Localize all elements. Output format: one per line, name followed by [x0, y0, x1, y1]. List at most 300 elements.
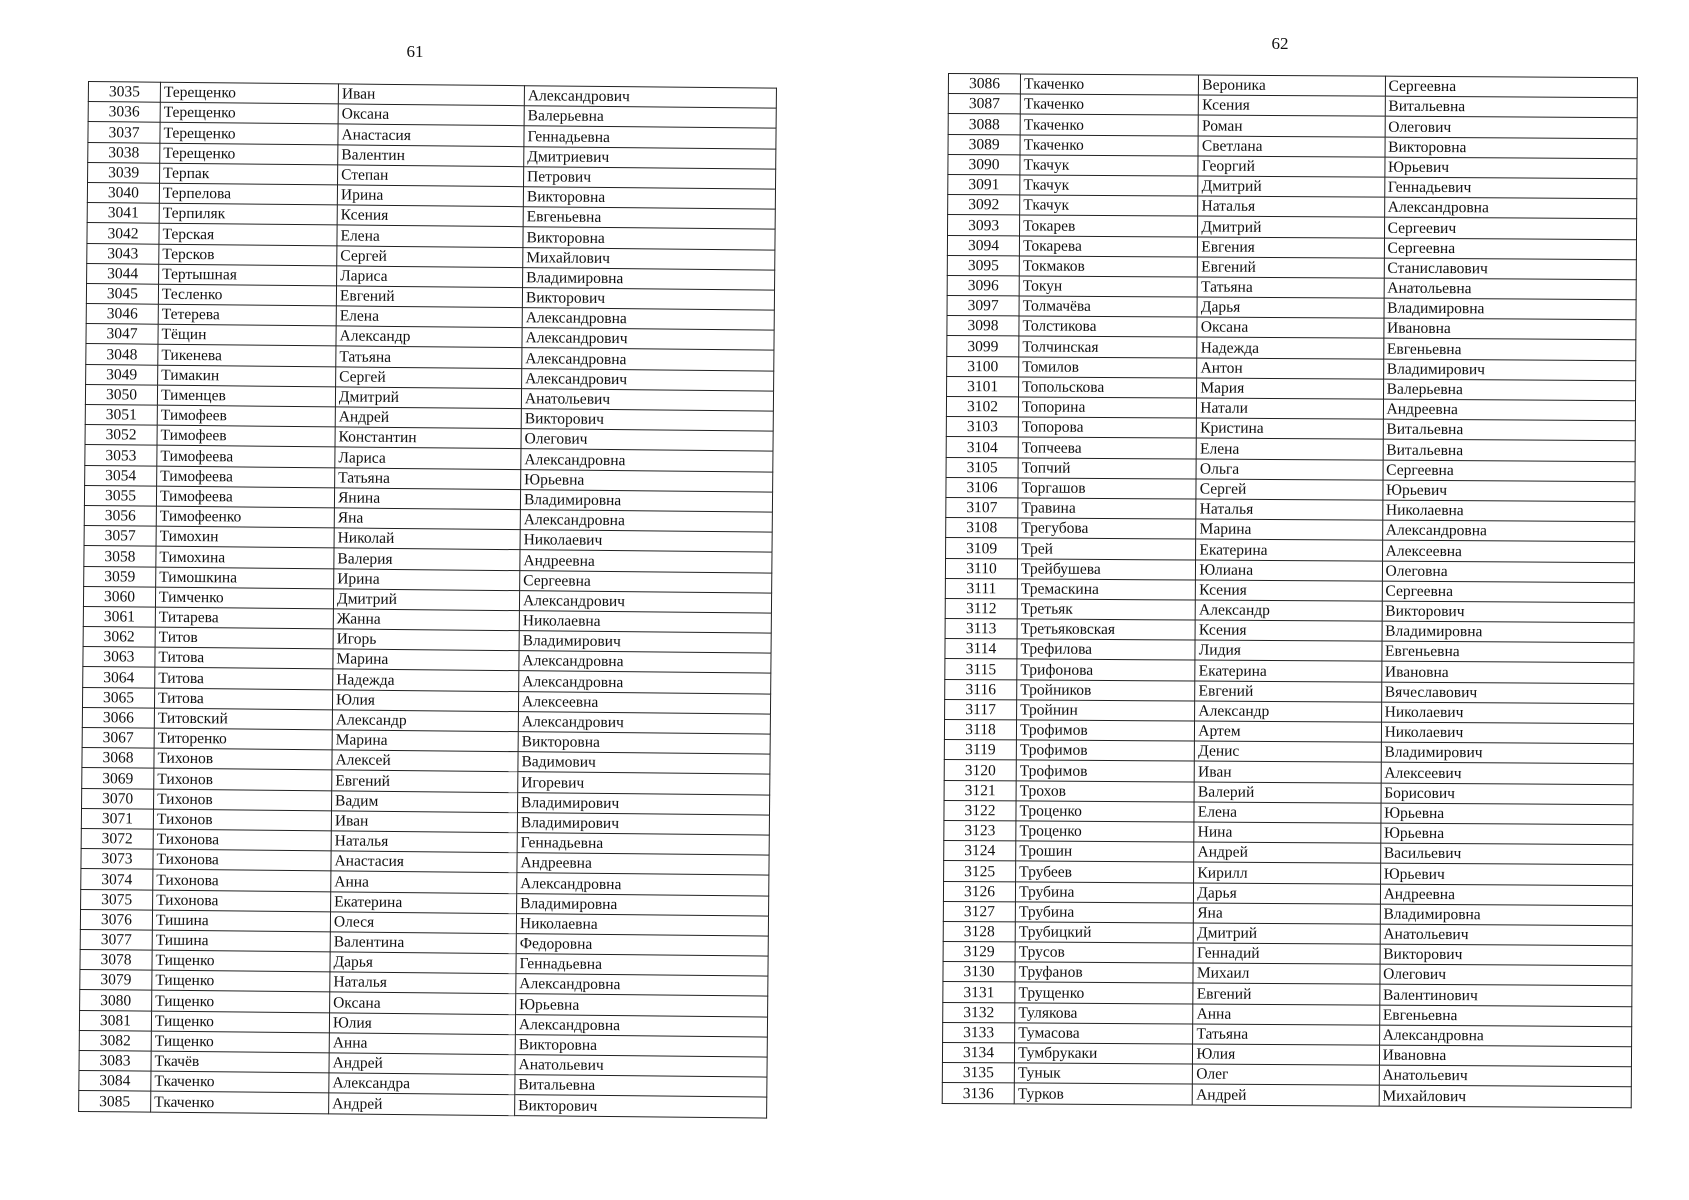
first-name-cell: Андрей: [1193, 1084, 1379, 1105]
patronymic-cell: Юрьевна: [1381, 803, 1634, 825]
row-number-cell: 3136: [942, 1083, 1014, 1104]
last-name-cell: Тертышная: [159, 264, 337, 286]
last-name-cell: Тимофеенко: [156, 506, 334, 528]
last-name-cell: Топольскова: [1019, 377, 1197, 398]
first-name-cell: Иван: [338, 84, 524, 106]
patronymic-cell: Владимировна: [520, 489, 772, 512]
last-name-cell: Трубина: [1016, 881, 1194, 902]
first-name-cell: Роман: [1198, 115, 1384, 136]
first-name-cell: Евгений: [336, 286, 522, 308]
first-name-cell: Наталья: [1198, 196, 1384, 217]
patronymic-cell: Николаевна: [516, 913, 768, 936]
row-number-cell: 3049: [86, 364, 158, 385]
patronymic-cell: Витальевна: [515, 1075, 767, 1098]
first-name-cell: Сергей: [1196, 479, 1382, 500]
patronymic-cell: Александрович: [518, 711, 770, 734]
row-number-cell: 3072: [81, 828, 153, 849]
last-name-cell: Тетерева: [158, 304, 336, 326]
first-name-cell: Дарья: [1194, 883, 1380, 904]
first-name-cell: Александр: [1196, 600, 1382, 621]
patronymic-cell: Александровна: [1379, 1025, 1632, 1047]
last-name-cell: Толстикова: [1019, 316, 1197, 337]
first-name-cell: Татьяна: [335, 467, 521, 489]
first-name-cell: Александра: [329, 1073, 515, 1095]
last-name-cell: Торгашов: [1018, 478, 1196, 499]
patronymic-cell: Александровна: [517, 873, 769, 896]
patronymic-cell: Витальевна: [1383, 440, 1636, 462]
row-number-cell: 3132: [943, 1002, 1015, 1023]
last-name-cell: Троценко: [1016, 821, 1194, 842]
patronymic-cell: Владимировна: [1380, 904, 1633, 926]
first-name-cell: Александр: [1195, 701, 1381, 722]
first-name-cell: Юлиана: [1196, 560, 1382, 581]
row-number-cell: 3128: [943, 921, 1015, 942]
row-number-cell: 3126: [943, 881, 1015, 902]
first-name-cell: Нина: [1194, 822, 1380, 843]
first-name-cell: Наталья: [330, 972, 516, 994]
row-number-cell: 3052: [85, 425, 157, 446]
patronymic-cell: Михайлович: [1379, 1086, 1632, 1108]
patronymic-cell: Алексеевна: [518, 691, 770, 714]
patronymic-cell: Валентинович: [1379, 985, 1632, 1007]
row-number-cell: 3094: [947, 235, 1019, 256]
row-number-cell: 3080: [80, 990, 152, 1011]
row-number-cell: 3038: [88, 142, 160, 163]
row-number-cell: 3124: [944, 841, 1016, 862]
first-name-cell: Вероника: [1199, 75, 1385, 96]
row-number-cell: 3096: [947, 275, 1019, 296]
first-name-cell: Оксана: [338, 104, 524, 126]
first-name-cell: Александр: [332, 710, 518, 732]
row-number-cell: 3084: [79, 1071, 151, 1092]
patronymic-cell: Сергеевич: [1384, 217, 1637, 239]
last-name-cell: Толмачёва: [1019, 296, 1197, 317]
patronymic-cell: Александрович: [519, 590, 771, 613]
patronymic-cell: Дмитриевич: [524, 146, 776, 169]
row-number-cell: 3085: [79, 1091, 151, 1112]
first-name-cell: Дарья: [1197, 297, 1383, 318]
patronymic-cell: Владимирович: [519, 631, 771, 654]
row-number-cell: 3129: [943, 942, 1015, 963]
row-number-cell: 3078: [80, 950, 152, 971]
first-name-cell: Дмитрий: [1198, 176, 1384, 197]
first-name-cell: Татьяна: [336, 346, 522, 368]
row-number-cell: 3054: [85, 465, 157, 486]
first-name-cell: Александр: [336, 326, 522, 348]
first-name-cell: Яна: [334, 508, 520, 530]
row-number-cell: 3081: [79, 1010, 151, 1031]
first-name-cell: Натали: [1197, 398, 1383, 419]
last-name-cell: Тимохин: [156, 526, 334, 548]
row-number-cell: 3131: [943, 982, 1015, 1003]
patronymic-cell: Викторовна: [523, 227, 775, 250]
name-list-table: [942, 73, 1638, 1108]
first-name-cell: Ирина: [337, 185, 523, 207]
patronymic-cell: Геннадьевна: [517, 833, 769, 856]
last-name-cell: Тимохина: [156, 546, 334, 568]
last-name-cell: Тихонов: [154, 748, 332, 770]
row-number-cell: 3125: [944, 861, 1016, 882]
first-name-cell: Андрей: [329, 1053, 515, 1075]
patronymic-cell: Борисович: [1381, 783, 1634, 805]
row-number-cell: 3134: [942, 1042, 1014, 1063]
last-name-cell: Толчинская: [1019, 336, 1197, 357]
patronymic-cell: Александровна: [520, 510, 772, 533]
last-name-cell: Токарева: [1019, 235, 1197, 256]
first-name-cell: Степан: [338, 165, 524, 187]
row-number-cell: 3133: [943, 1022, 1015, 1043]
patronymic-cell: Александровна: [1384, 197, 1637, 219]
last-name-cell: Терская: [159, 224, 337, 246]
patronymic-cell: Александровна: [522, 308, 774, 331]
page-number: 61: [406, 42, 424, 61]
patronymic-cell: Викторовна: [515, 1034, 767, 1057]
first-name-cell: Сергей: [336, 367, 522, 389]
patronymic-cell: Олегович: [521, 429, 773, 452]
first-name-cell: Надежда: [1197, 337, 1383, 358]
first-name-cell: Марина: [332, 730, 518, 752]
row-number-cell: 3103: [946, 417, 1018, 438]
first-name-cell: Евгений: [1195, 681, 1381, 702]
last-name-cell: Тихонова: [153, 829, 331, 851]
row-number-cell: 3047: [86, 324, 158, 345]
patronymic-cell: Федоровна: [516, 934, 768, 957]
patronymic-cell: Юрьевич: [1384, 157, 1637, 179]
last-name-cell: Токмаков: [1019, 256, 1197, 277]
first-name-cell: Кристина: [1197, 418, 1383, 439]
row-number-cell: 3062: [83, 627, 155, 648]
patronymic-cell: Николаевна: [1382, 500, 1635, 522]
patronymic-cell: Алексеевна: [1382, 540, 1635, 562]
last-name-cell: Терещенко: [160, 82, 338, 104]
row-number-cell: 3135: [942, 1063, 1014, 1084]
patronymic-cell: Андреевна: [1380, 884, 1633, 906]
patronymic-cell: Сергеевна: [1385, 76, 1638, 98]
last-name-cell: Титова: [155, 647, 333, 669]
last-name-cell: Трефилова: [1017, 639, 1195, 660]
first-name-cell: Олег: [1193, 1064, 1379, 1085]
row-number-cell: 3076: [80, 909, 152, 930]
first-name-cell: Екатерина: [1195, 660, 1381, 681]
patronymic-cell: Валерьевна: [524, 106, 776, 129]
first-name-cell: Евгений: [332, 770, 518, 792]
row-number-cell: 3100: [947, 356, 1019, 377]
last-name-cell: Трубеев: [1016, 861, 1194, 882]
row-number-cell: 3067: [82, 727, 154, 748]
row-number-cell: 3056: [84, 505, 156, 526]
last-name-cell: Топчеева: [1018, 437, 1196, 458]
last-name-cell: Тихонова: [153, 890, 331, 912]
patronymic-cell: Витальевна: [1383, 419, 1636, 441]
last-name-cell: Труфанов: [1015, 962, 1193, 983]
first-name-cell: Валентин: [338, 144, 524, 166]
patronymic-cell: Александровна: [519, 671, 771, 694]
patronymic-cell: Юрьевна: [521, 469, 773, 492]
first-name-cell: Иван: [1195, 761, 1381, 782]
first-name-cell: Елена: [336, 306, 522, 328]
patronymic-cell: Николаевич: [1381, 702, 1634, 724]
last-name-cell: Титоренко: [154, 728, 332, 750]
first-name-cell: Евгений: [1193, 983, 1379, 1004]
patronymic-cell: Анатольевич: [1380, 924, 1633, 946]
row-number-cell: 3095: [947, 255, 1019, 276]
first-name-cell: Лидия: [1195, 640, 1381, 661]
last-name-cell: Трофимов: [1017, 720, 1195, 741]
patronymic-cell: Юрьевич: [1383, 480, 1636, 502]
first-name-cell: Екатерина: [331, 891, 517, 913]
row-number-cell: 3127: [943, 901, 1015, 922]
last-name-cell: Трей: [1018, 538, 1196, 559]
patronymic-cell: Олегович: [1380, 964, 1633, 986]
first-name-cell: Антон: [1197, 358, 1383, 379]
last-name-cell: Тихонов: [154, 789, 332, 811]
row-number-cell: 3063: [83, 647, 155, 668]
first-name-cell: Дмитрий: [333, 589, 519, 611]
last-name-cell: Титовский: [154, 708, 332, 730]
row-number-cell: 3039: [88, 162, 160, 183]
first-name-cell: Геннадий: [1193, 943, 1379, 964]
last-name-cell: Топорова: [1018, 417, 1196, 438]
row-number-cell: 3059: [84, 566, 156, 587]
patronymic-cell: Юрьевна: [516, 994, 768, 1017]
patronymic-cell: Геннадьевна: [524, 126, 776, 149]
row-number-cell: 3119: [944, 740, 1016, 761]
name-list-table: [78, 81, 777, 1118]
patronymic-cell: Петрович: [524, 166, 776, 189]
first-name-cell: Ксения: [1199, 95, 1385, 116]
patronymic-cell: Андреевна: [1383, 399, 1636, 421]
patronymic-cell: Викторович: [1382, 601, 1635, 623]
row-number-cell: 3045: [86, 283, 158, 304]
last-name-cell: Топчий: [1018, 457, 1196, 478]
patronymic-cell: Викторович: [521, 409, 773, 432]
patronymic-cell: Николаевна: [519, 611, 771, 634]
last-name-cell: Троценко: [1016, 801, 1194, 822]
patronymic-cell: Викторович: [515, 1095, 767, 1118]
first-name-cell: Марина: [1196, 519, 1382, 540]
first-name-cell: Татьяна: [1193, 1024, 1379, 1045]
patronymic-cell: Александрович: [522, 368, 774, 391]
row-number-cell: 3055: [84, 485, 156, 506]
first-name-cell: Евгения: [1198, 237, 1384, 258]
patronymic-cell: Владимировна: [1384, 298, 1637, 320]
patronymic-cell: Васильевич: [1380, 843, 1633, 865]
first-name-cell: Надежда: [333, 669, 519, 691]
last-name-cell: Терещенко: [160, 123, 338, 145]
first-name-cell: Ольга: [1196, 459, 1382, 480]
patronymic-cell: Андреевна: [517, 853, 769, 876]
patronymic-cell: Юрьевна: [1380, 823, 1633, 845]
patronymic-cell: Геннадьевич: [1384, 177, 1637, 199]
last-name-cell: Тесленко: [158, 284, 336, 306]
last-name-cell: Ткаченко: [151, 1092, 329, 1114]
last-name-cell: Травина: [1018, 498, 1196, 519]
row-number-cell: 3091: [948, 174, 1020, 195]
last-name-cell: Терещенко: [160, 102, 338, 124]
first-name-cell: Дарья: [330, 952, 516, 974]
last-name-cell: Терпак: [160, 163, 338, 185]
first-name-cell: Николай: [334, 528, 520, 550]
last-name-cell: Турков: [1014, 1083, 1192, 1104]
last-name-cell: Трегубова: [1018, 518, 1196, 539]
patronymic-cell: Евгеньевна: [1382, 641, 1635, 663]
patronymic-cell: Анатольевич: [1379, 1065, 1632, 1087]
row-number-cell: 3089: [948, 134, 1020, 155]
row-number-cell: 3107: [946, 497, 1018, 518]
last-name-cell: Тикенева: [158, 345, 336, 367]
patronymic-cell: Олегович: [1385, 117, 1638, 139]
patronymic-cell: Сергеевна: [520, 570, 772, 593]
first-name-cell: Михаил: [1193, 963, 1379, 984]
first-name-cell: Янина: [334, 488, 520, 510]
first-name-cell: Ксения: [1196, 580, 1382, 601]
patronymic-cell: Ивановна: [1383, 318, 1636, 340]
patronymic-cell: Владимирович: [1383, 359, 1636, 381]
first-name-cell: Валерий: [1194, 782, 1380, 803]
patronymic-cell: Александровна: [516, 974, 768, 997]
first-name-cell: Кирилл: [1194, 862, 1380, 883]
patronymic-cell: Геннадьевна: [516, 954, 768, 977]
row-number-cell: 3040: [87, 182, 159, 203]
patronymic-cell: Викторовна: [518, 732, 770, 755]
row-number-cell: 3111: [945, 578, 1017, 599]
row-number-cell: 3088: [948, 114, 1020, 135]
last-name-cell: Ткаченко: [151, 1071, 329, 1093]
last-name-cell: Ткаченко: [1020, 114, 1198, 135]
first-name-cell: Марина: [333, 649, 519, 671]
first-name-cell: Евгений: [1198, 257, 1384, 278]
row-number-cell: 3043: [87, 243, 159, 264]
table-row: [942, 1083, 1631, 1107]
row-number-cell: 3082: [79, 1030, 151, 1051]
first-name-cell: Константин: [335, 427, 521, 449]
last-name-cell: Тищенко: [152, 991, 330, 1013]
patronymic-cell: Михайлович: [523, 247, 775, 270]
patronymic-cell: Анатольевич: [515, 1055, 767, 1078]
patronymic-cell: Витальевна: [1385, 96, 1638, 118]
last-name-cell: Третьяк: [1017, 599, 1195, 620]
first-name-cell: Игорь: [333, 629, 519, 651]
first-name-cell: Алексей: [332, 750, 518, 772]
first-name-cell: Анна: [329, 1033, 515, 1055]
row-number-cell: 3071: [81, 808, 153, 829]
patronymic-cell: Александрович: [524, 86, 776, 109]
patronymic-cell: Юрьевич: [1380, 863, 1633, 885]
last-name-cell: Титарева: [155, 607, 333, 629]
last-name-cell: Тишина: [152, 910, 330, 932]
first-name-cell: Оксана: [1197, 317, 1383, 338]
last-name-cell: Тимофеев: [157, 425, 335, 447]
row-number-cell: 3046: [86, 304, 158, 325]
last-name-cell: Трохов: [1016, 780, 1194, 801]
row-number-cell: 3121: [944, 780, 1016, 801]
last-name-cell: Ткачук: [1020, 195, 1198, 216]
first-name-cell: Олеся: [330, 912, 516, 934]
patronymic-cell: Владимирович: [517, 812, 769, 835]
last-name-cell: Тихонова: [153, 869, 331, 891]
page-62: [845, 0, 1689, 1200]
patronymic-cell: Евгеньевна: [1383, 339, 1636, 361]
row-number-cell: 3058: [84, 546, 156, 567]
first-name-cell: Артем: [1195, 721, 1381, 742]
row-number-cell: 3122: [944, 800, 1016, 821]
first-name-cell: Лариса: [335, 447, 521, 469]
last-name-cell: Терпиляк: [159, 203, 337, 225]
patronymic-cell: Александровна: [515, 1014, 767, 1037]
row-number-cell: 3115: [945, 659, 1017, 680]
first-name-cell: Ксения: [1195, 620, 1381, 641]
patronymic-cell: Вячеславович: [1381, 682, 1634, 704]
patronymic-cell: Николаевич: [1381, 722, 1634, 744]
last-name-cell: Тихонов: [154, 769, 332, 791]
first-name-cell: Андрей: [329, 1093, 515, 1115]
last-name-cell: Тимакин: [158, 365, 336, 387]
first-name-cell: Яна: [1194, 903, 1380, 924]
row-number-cell: 3109: [946, 538, 1018, 559]
row-number-cell: 3114: [945, 639, 1017, 660]
row-number-cell: 3073: [81, 849, 153, 870]
row-number-cell: 3068: [82, 748, 154, 769]
patronymic-cell: Викторович: [1380, 944, 1633, 966]
row-number-cell: 3037: [88, 122, 160, 143]
patronymic-cell: Сергеевна: [1382, 581, 1635, 603]
last-name-cell: Ткачук: [1020, 175, 1198, 196]
last-name-cell: Тищенко: [152, 970, 330, 992]
patronymic-cell: Викторович: [522, 288, 774, 311]
first-name-cell: Дмитрий: [1194, 923, 1380, 944]
patronymic-cell: Александровна: [521, 449, 773, 472]
row-number-cell: 3048: [86, 344, 158, 365]
row-number-cell: 3092: [948, 195, 1020, 216]
last-name-cell: Тёщин: [158, 324, 336, 346]
last-name-cell: Тишина: [152, 930, 330, 952]
last-name-cell: Тищенко: [151, 1031, 329, 1053]
first-name-cell: Оксана: [330, 992, 516, 1014]
last-name-cell: Тихонов: [153, 809, 331, 831]
last-name-cell: Трубицкий: [1015, 922, 1193, 943]
row-number-cell: 3053: [85, 445, 157, 466]
patronymic-cell: Станиславович: [1384, 258, 1637, 280]
first-name-cell: Елена: [1196, 438, 1382, 459]
first-name-cell: Светлана: [1198, 136, 1384, 157]
row-number-cell: 3074: [81, 869, 153, 890]
row-number-cell: 3130: [943, 962, 1015, 983]
first-name-cell: Георгий: [1198, 156, 1384, 177]
row-number-cell: 3083: [79, 1050, 151, 1071]
row-number-cell: 3066: [82, 707, 154, 728]
last-name-cell: Трусов: [1015, 942, 1193, 963]
row-number-cell: 3041: [87, 203, 159, 224]
first-name-cell: Анастасия: [331, 851, 517, 873]
first-name-cell: Лариса: [337, 266, 523, 288]
last-name-cell: Тимошкина: [156, 567, 334, 589]
first-name-cell: Андрей: [1194, 842, 1380, 863]
row-number-cell: 3110: [945, 558, 1017, 579]
last-name-cell: Тунык: [1014, 1063, 1192, 1084]
last-name-cell: Тихонова: [153, 849, 331, 871]
patronymic-cell: Владимировна: [1382, 621, 1635, 643]
last-name-cell: Трифонова: [1017, 659, 1195, 680]
patronymic-cell: Сергеевна: [1384, 238, 1637, 260]
first-name-cell: Вадим: [332, 790, 518, 812]
row-number-cell: 3102: [946, 396, 1018, 417]
patronymic-cell: Александрович: [522, 328, 774, 351]
patronymic-cell: Александровна: [522, 348, 774, 371]
row-number-cell: 3042: [87, 223, 159, 244]
row-number-cell: 3093: [948, 215, 1020, 236]
last-name-cell: Терпелова: [159, 183, 337, 205]
last-name-cell: Терсков: [159, 244, 337, 266]
